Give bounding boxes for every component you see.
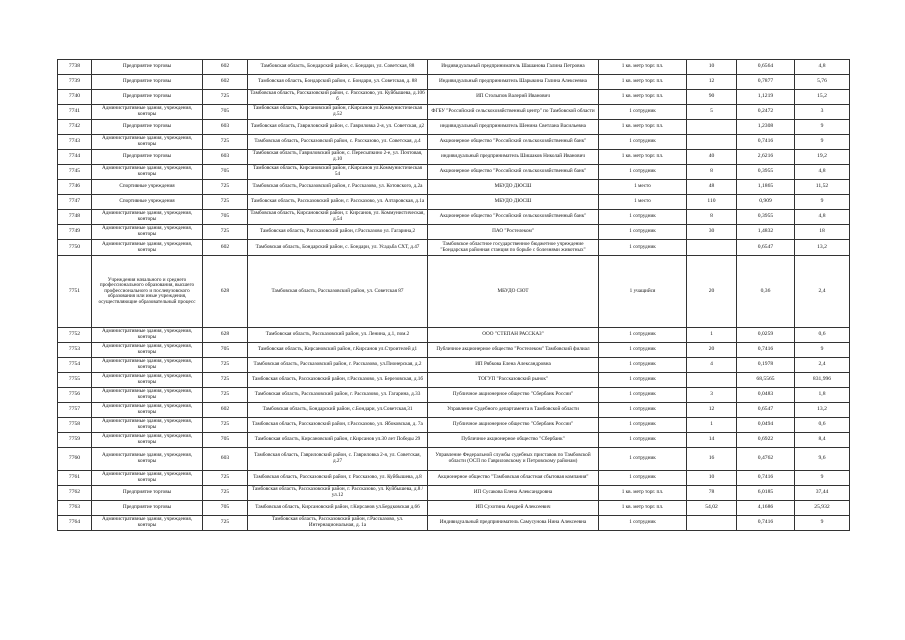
cell-row-id: 7762 (58, 486, 92, 501)
cell-organization: Акционерное общество "Российский сельскохозяйственный банк" (428, 210, 599, 225)
cell-category: Административные здания, учреждения, конторы (92, 210, 203, 225)
cell-category: Административные здания, учреждения, конторы (92, 373, 203, 388)
cell-code: 725 (203, 373, 248, 388)
cell-quantity: 14 (687, 433, 737, 448)
cell-row-id: 7757 (58, 403, 92, 418)
cell-value-1: 6,0185 (737, 486, 795, 501)
cell-code: 705 (203, 433, 248, 448)
cell-category: Административные здания, учреждения, конторы (92, 516, 203, 531)
cell-quantity (687, 373, 737, 388)
cell-unit: 1 кв. метр торг. пл. (599, 501, 687, 516)
cell-address: Тамбовская область, Рассказовский район, г. Рассказово, ул. Куйбышева, д.8 (248, 471, 428, 486)
cell-row-id: 7752 (58, 328, 92, 343)
cell-address: Тамбовская область, Гавриловский район, с. Гавриловка 2-я, ул. Советская, д.27 (248, 448, 428, 471)
cell-value-2: 37,44 (795, 486, 850, 501)
cell-quantity: 12 (687, 75, 737, 90)
cell-category: Предприятие торговы (92, 150, 203, 165)
cell-value-2: 4,8 (795, 165, 850, 180)
cell-value-2: 2,4 (795, 256, 850, 328)
cell-value-1: 1,4832 (737, 225, 795, 240)
cell-value-1: 0,6564 (737, 60, 795, 75)
cell-organization: Управление Федеральной службы судебных приставов по Тамбовской области (ОСП по Гавриловскому и Петровскому районам) (428, 448, 599, 471)
cell-code: 602 (203, 60, 248, 75)
cell-value-2: 8,4 (795, 433, 850, 448)
cell-quantity: 48 (687, 180, 737, 195)
table-row (58, 105, 850, 120)
cell-code: 705 (203, 501, 248, 516)
cell-row-id: 7742 (58, 120, 92, 135)
cell-code: 725 (203, 180, 248, 195)
cell-category: Административные здания, учреждения, конторы (92, 448, 203, 471)
cell-address: Тамбовская область, Рассказовский район, г. Рассказово, ул.Пионерская, д.2 (248, 358, 428, 373)
cell-unit: 1 сотрудник (599, 516, 687, 531)
cell-category: Административные здания, учреждения, конторы (92, 471, 203, 486)
cell-row-id: 7756 (58, 388, 92, 403)
cell-row-id: 7753 (58, 343, 92, 358)
cell-row-id: 7743 (58, 135, 92, 150)
cell-organization: МБУДО ДЮСШ (428, 195, 599, 210)
cell-code: 725 (203, 358, 248, 373)
cell-row-id: 7745 (58, 165, 92, 180)
table-row (58, 135, 850, 150)
cell-category: Административные здания, учреждения, конторы (92, 328, 203, 343)
cell-code: 725 (203, 225, 248, 240)
cell-category: Административные здания, учреждения, конторы (92, 225, 203, 240)
cell-organization: Индивидуальный предприниматель Самусунова Нина Алексеевна (428, 516, 599, 531)
cell-code: 705 (203, 165, 248, 180)
cell-organization: индивидуальный предприниматель Шенина Светлана Васильевна (428, 120, 599, 135)
cell-row-id: 7755 (58, 373, 92, 388)
cell-value-2: 3 (795, 105, 850, 120)
cell-quantity: 16 (687, 448, 737, 471)
table-row (58, 516, 850, 531)
cell-quantity: 78 (687, 486, 737, 501)
cell-value-2: 9,6 (795, 448, 850, 471)
table-row (58, 195, 850, 210)
cell-value-1: 1,2308 (737, 120, 795, 135)
cell-value-1: 0,4762 (737, 448, 795, 471)
cell-row-id: 7764 (58, 516, 92, 531)
cell-value-2: 25,932 (795, 501, 850, 516)
cell-value-1: 0,909 (737, 195, 795, 210)
cell-organization: индивидуальный предприниматель Шишаков Николай Иванович (428, 150, 599, 165)
cell-quantity: 10 (687, 471, 737, 486)
cell-organization: ФГБУ "Российский сельскохозяйственный центр" по Тамбовской области (428, 105, 599, 120)
cell-quantity: 4 (687, 358, 737, 373)
table-row (58, 120, 850, 135)
cell-value-1: 0,0483 (737, 388, 795, 403)
cell-address: Тамбовская область, Бондарский район, с. Бондари, ул. Советская, 88 (248, 60, 428, 75)
cell-unit: 1 сотрудник (599, 433, 687, 448)
cell-organization: Публичное акционерное общество "Сбербанк" (428, 433, 599, 448)
cell-unit: 1 кв. метр торг. пл. (599, 75, 687, 90)
cell-organization: Публичное акционерное общество "Сбербанк России" (428, 418, 599, 433)
cell-address: Тамбовская область, Кирсановский район, г.Кирсанов ул.Коммунистическая 54 (248, 165, 428, 180)
table-row (58, 418, 850, 433)
cell-value-2: 2,4 (795, 358, 850, 373)
cell-value-2: 9 (795, 120, 850, 135)
cell-unit: 1 сотрудник (599, 418, 687, 433)
cell-unit: 1 сотрудник (599, 471, 687, 486)
cell-value-2: 9 (795, 135, 850, 150)
cell-value-2: 1,8 (795, 388, 850, 403)
cell-code: 725 (203, 388, 248, 403)
cell-code: 725 (203, 516, 248, 531)
cell-quantity: 54,02 (687, 501, 737, 516)
cell-address: Тамбовская область, Рассказовский район, с. Рассказово, ул. Куйбышева, д.106 б (248, 90, 428, 105)
cell-category: Предприятие торговы (92, 60, 203, 75)
cell-category: Учреждения начального и среднего профессионального образования, высшего профессионального и послевузовского образования или иные учреждения, осуществляющие образовательный процесс (92, 256, 203, 328)
cell-address: Тамбовская область, Гавриловский район, с. Пересыпкино 2-е, ул. Почтовая, д.10 (248, 150, 428, 165)
cell-category: Административные здания, учреждения, конторы (92, 433, 203, 448)
cell-quantity: 20 (687, 343, 737, 358)
cell-value-1: 0,0494 (737, 418, 795, 433)
cell-unit: 1 сотрудник (599, 328, 687, 343)
cell-value-1: 0,7416 (737, 135, 795, 150)
cell-unit: 1 сотрудник (599, 210, 687, 225)
cell-row-id: 7759 (58, 433, 92, 448)
cell-organization: Управление Судебного департамента в Тамбовской области (428, 403, 599, 418)
cell-value-1: 0,7416 (737, 343, 795, 358)
cell-address: Тамбовская область, Рассказовский район, ул. Советская 87 (248, 256, 428, 328)
cell-code: 603 (203, 448, 248, 471)
cell-quantity (687, 516, 737, 531)
cell-address: Тамбовская область, Кирсановский район, г.Кирсанов ул.30 лет Победы 29 (248, 433, 428, 448)
cell-address: Тамбовская область, Бондарский район, с.Бондари, ул.Советская,31 (248, 403, 428, 418)
cell-category: Административные здания, учреждения, конторы (92, 105, 203, 120)
table-row (58, 256, 850, 328)
cell-organization: Индивидуальный предприниматель Шарыкина Галина Алексеевна (428, 75, 599, 90)
cell-value-1: 2,6216 (737, 150, 795, 165)
table-row (58, 90, 850, 105)
table-row (58, 388, 850, 403)
cell-unit: 1 сотрудник (599, 358, 687, 373)
cell-value-2: 0,6 (795, 328, 850, 343)
cell-code: 705 (203, 210, 248, 225)
table-row (58, 210, 850, 225)
cell-code: 602 (203, 403, 248, 418)
cell-value-2: 9 (795, 516, 850, 531)
table-row (58, 471, 850, 486)
cell-quantity: 20 (687, 256, 737, 328)
cell-value-2: 0,6 (795, 418, 850, 433)
cell-unit: 1 сотрудник (599, 388, 687, 403)
cell-address: Тамбовская область, Рассказовский район, г.Рассказово ул. Гагарина,2 (248, 225, 428, 240)
cell-category: Административные здания, учреждения, конторы (92, 388, 203, 403)
cell-row-id: 7761 (58, 471, 92, 486)
cell-address: Тамбовская область, Кирсановский район, г. Кирсанов, ул. Коммунистическая, д.54 (248, 210, 428, 225)
cell-address: Тамбовская область, Рассказовский район, г. Рассказово, ул. Котовского, д.2а (248, 180, 428, 195)
cell-code: 725 (203, 471, 248, 486)
cell-row-id: 7750 (58, 240, 92, 256)
cell-organization: Тамбовское областное государственное бюджетное учреждение "Бондарская районная станция по борьбе с болезнями животных" (428, 240, 599, 256)
cell-organization: ИП Сусакова Елена Александровна (428, 486, 599, 501)
cell-code: 705 (203, 105, 248, 120)
cell-organization: Акционерное общество "Тамбовская областная сбытовая компания" (428, 471, 599, 486)
cell-value-2: 13,2 (795, 403, 850, 418)
cell-value-2: 831,996 (795, 373, 850, 388)
cell-value-2: 9 (795, 195, 850, 210)
cell-code: 603 (203, 150, 248, 165)
cell-unit: 1 место (599, 180, 687, 195)
cell-quantity: 1 (687, 328, 737, 343)
table-row (58, 60, 850, 75)
cell-quantity (687, 240, 737, 256)
cell-code: 602 (203, 75, 248, 90)
cell-unit: 1 сотрудник (599, 403, 687, 418)
cell-quantity: 8 (687, 210, 737, 225)
registry-sheet (57, 59, 849, 539)
cell-quantity: 40 (687, 150, 737, 165)
cell-quantity (687, 135, 737, 150)
table-row (58, 448, 850, 471)
cell-code: 725 (203, 486, 248, 501)
cell-value-2: 4,8 (795, 210, 850, 225)
cell-code: 628 (203, 256, 248, 328)
cell-unit: 1 кв. метр торг. пл. (599, 120, 687, 135)
cell-value-1: 0,7416 (737, 516, 795, 531)
table-row (58, 240, 850, 256)
cell-value-1: 1,1865 (737, 180, 795, 195)
cell-quantity: 110 (687, 195, 737, 210)
cell-unit: 1 учащийся (599, 256, 687, 328)
cell-address: Тамбовская область, Рассказовский район, г. Рассказово, ул. Алтаровская, д.1а (248, 195, 428, 210)
cell-value-1: 0,2472 (737, 105, 795, 120)
cell-category: Спортивные учреждения (92, 195, 203, 210)
cell-organization: МБУДО ДЮСШ (428, 180, 599, 195)
cell-address: Тамбовская область, Рассказовский район, с. Рассказово, ул. Советская, д.4 (248, 135, 428, 150)
cell-organization: Публичное акционерное общество "Ростелеком" Тамбовский филиал (428, 343, 599, 358)
table-row (58, 433, 850, 448)
cell-unit: 1 сотрудник (599, 373, 687, 388)
cell-category: Административные здания, учреждения, конторы (92, 343, 203, 358)
cell-address: Тамбовская область, Рассказовский район, г. Рассказово, ул. Куйбышева, д.8 / ул.12 (248, 486, 428, 501)
cell-value-1: 0,6922 (737, 433, 795, 448)
cell-row-id: 7763 (58, 501, 92, 516)
cell-address: Тамбовская область, Рассказовский район, г.Рассказово, ул. Березовская, д.1б (248, 373, 428, 388)
table-row (58, 358, 850, 373)
cell-value-1: 0,3955 (737, 165, 795, 180)
cell-code: 725 (203, 418, 248, 433)
cell-category: Предприятие торговы (92, 75, 203, 90)
cell-address: Тамбовская область, Бондарский район, с. Бондари, ул. Советская, д. 88 (248, 75, 428, 90)
cell-unit: 1 место (599, 195, 687, 210)
cell-value-1: 0,6547 (737, 403, 795, 418)
cell-value-2: 15,2 (795, 90, 850, 105)
cell-row-id: 7744 (58, 150, 92, 165)
table-row (58, 150, 850, 165)
cell-value-2: 11,52 (795, 180, 850, 195)
cell-organization: Акционерное общество "Российский сельскохозяйственный банк" (428, 165, 599, 180)
cell-code: 603 (203, 120, 248, 135)
cell-category: Административные здания, учреждения, конторы (92, 418, 203, 433)
cell-quantity: 5 (687, 105, 737, 120)
table-row (58, 373, 850, 388)
cell-unit: 1 кв. метр торг. пл. (599, 486, 687, 501)
cell-organization: ИП Рябкова Елена Александровна (428, 358, 599, 373)
cell-row-id: 7741 (58, 105, 92, 120)
cell-row-id: 7751 (58, 256, 92, 328)
cell-address: Тамбовская область, Гавриловский район, с. Гавриловка 2-я, ул. Советская, д2 (248, 120, 428, 135)
cell-organization: ТОГУП "Рассказовский рынок" (428, 373, 599, 388)
cell-address: Тамбовская область, Кирсановский район, г.Кирсанов ул.Строителей д1 (248, 343, 428, 358)
cell-unit: 1 кв. метр торг. пл. (599, 150, 687, 165)
cell-address: Тамбовская область, Рассказовский район, г.Рассказово, ул. Интернациональная, д. 1а (248, 516, 428, 531)
cell-quantity: 3 (687, 388, 737, 403)
cell-value-1: 0,7877 (737, 75, 795, 90)
cell-quantity: 30 (687, 225, 737, 240)
cell-unit: 1 сотрудник (599, 165, 687, 180)
table-row (58, 343, 850, 358)
cell-row-id: 7740 (58, 90, 92, 105)
cell-organization: ИП Столыпов Валерий Иванович (428, 90, 599, 105)
cell-value-1: 0,7416 (737, 471, 795, 486)
cell-row-id: 7758 (58, 418, 92, 433)
cell-value-2: 5,76 (795, 75, 850, 90)
cell-value-2: 9 (795, 471, 850, 486)
cell-value-1: 4,1686 (737, 501, 795, 516)
cell-quantity (687, 120, 737, 135)
cell-value-1: 0,0259 (737, 328, 795, 343)
cell-row-id: 7754 (58, 358, 92, 373)
cell-value-2: 13,2 (795, 240, 850, 256)
cell-unit: 1 сотрудник (599, 105, 687, 120)
cell-organization: Акционерное общество "Российский сельскохозяйственный банк" (428, 135, 599, 150)
table-row (58, 180, 850, 195)
table-row (58, 75, 850, 90)
table-row (58, 328, 850, 343)
cell-address: Тамбовская область, Рассказовский район, ул. Ленина, д.1, пом.2 (248, 328, 428, 343)
table-row (58, 501, 850, 516)
cell-unit: 1 сотрудник (599, 448, 687, 471)
cell-row-id: 7739 (58, 75, 92, 90)
cell-value-1: 1,1219 (737, 90, 795, 105)
table-row (58, 486, 850, 501)
cell-category: Спортивные учреждения (92, 180, 203, 195)
cell-organization: ООО "СТЕПАН РАССКАЗ" (428, 328, 599, 343)
cell-value-2: 4,8 (795, 60, 850, 75)
cell-category: Предприятие торговы (92, 501, 203, 516)
cell-value-2: 19,2 (795, 150, 850, 165)
cell-quantity: 12 (687, 403, 737, 418)
cell-unit: 1 кв. метр торг. пл. (599, 90, 687, 105)
cell-address: Тамбовская область, Рассказовский район, г.Рассказово, ул. Ябоковская, д. 7а (248, 418, 428, 433)
cell-organization: МБУДО СЮТ (428, 256, 599, 328)
cell-row-id: 7746 (58, 180, 92, 195)
cell-value-1: 0,6547 (737, 240, 795, 256)
cell-row-id: 7748 (58, 210, 92, 225)
cell-value-1: 0,1978 (737, 358, 795, 373)
cell-row-id: 7738 (58, 60, 92, 75)
cell-quantity: 1 (687, 418, 737, 433)
cell-quantity: 10 (687, 60, 737, 75)
cell-organization: ИП Сухотина Андрей Алексеевич (428, 501, 599, 516)
cell-unit: 1 сотрудник (599, 135, 687, 150)
cell-quantity: 8 (687, 165, 737, 180)
cell-category: Административные здания, учреждения, конторы (92, 135, 203, 150)
cell-category: Административные здания, учреждения, конторы (92, 165, 203, 180)
cell-value-2: 18 (795, 225, 850, 240)
cell-code: 628 (203, 328, 248, 343)
cell-unit: 1 кв. метр торг. пл. (599, 60, 687, 75)
cell-unit: 1 сотрудник (599, 240, 687, 256)
cell-address: Тамбовская область, Рассказовский район, г. Рассказово, ул. Гагарина, д.33 (248, 388, 428, 403)
cell-code: 725 (203, 90, 248, 105)
cell-category: Административные здания, учреждения, конторы (92, 240, 203, 256)
cell-address: Тамбовская область, Кирсановский район, г.Кирсанов ул.Бердковская д.66 (248, 501, 428, 516)
cell-category: Административные здания, учреждения, конторы (92, 403, 203, 418)
cell-value-1: 0,3955 (737, 210, 795, 225)
cell-category: Предприятие торговы (92, 120, 203, 135)
cell-code: 602 (203, 240, 248, 256)
registry-table (57, 59, 850, 531)
cell-value-2: 9 (795, 343, 850, 358)
cell-row-id: 7747 (58, 195, 92, 210)
cell-organization: Публичное акционерное общество "Сбербанк России" (428, 388, 599, 403)
cell-category: Предприятие торговы (92, 90, 203, 105)
cell-row-id: 7749 (58, 225, 92, 240)
table-row (58, 403, 850, 418)
table-body (58, 60, 850, 531)
cell-value-1: 0,36 (737, 256, 795, 328)
cell-category: Предприятие торговы (92, 486, 203, 501)
table-row (58, 165, 850, 180)
cell-code: 705 (203, 343, 248, 358)
cell-organization: ПАО "Ростелеком" (428, 225, 599, 240)
cell-category: Административные здания, учреждения, конторы (92, 358, 203, 373)
cell-code: 725 (203, 195, 248, 210)
cell-organization: Индивидуальный предприниматель Шашанова Галина Петровна (428, 60, 599, 75)
cell-address: Тамбовская область, Кирсановский район, г.Кирсанов ул.Коммунистическая д.52 (248, 105, 428, 120)
cell-unit: 1 сотрудник (599, 343, 687, 358)
cell-address: Тамбовская область, Бондарский район, с. Бондари, ул. Усадьба СХТ, д.47 (248, 240, 428, 256)
cell-value-1: 68,5565 (737, 373, 795, 388)
cell-unit: 1 сотрудник (599, 225, 687, 240)
table-row (58, 225, 850, 240)
cell-quantity: 90 (687, 90, 737, 105)
cell-row-id: 7760 (58, 448, 92, 471)
cell-code: 725 (203, 135, 248, 150)
